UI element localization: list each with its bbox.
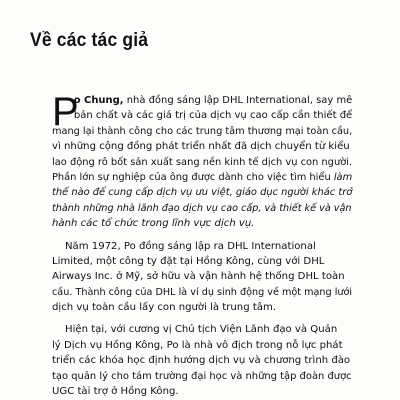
text-line: lý Dịch vụ Hồng Kông, Po là nhà vô địch trong nỗ lực phát bbox=[52, 339, 343, 351]
text-line: Airways Inc. ở Mỹ, sở hữu và vận hành hệ thống DHL toàn bbox=[52, 271, 345, 283]
text-line: vì những cộng đồng phát triển nhất đã dịch chuyển từ kiểu bbox=[52, 141, 350, 153]
text-line: lao động rô bốt sản xuất sang nền kinh tế dịch vụ con người. bbox=[52, 156, 353, 168]
text-line bbox=[52, 170, 353, 185]
text-line: Limited, một công ty đặt tại Hồng Kông, cùng với DHL bbox=[52, 255, 325, 267]
text-line: triển các khóa học định hướng dịch vụ và chương trình đào bbox=[52, 355, 351, 367]
text-line: Năm 1972, Po đồng sáng lập ra DHL International bbox=[65, 240, 316, 252]
text-line: thế nào để cung cấp dịch vụ ưu việt, giáo dục người khác trở bbox=[52, 187, 353, 199]
paragraph-3 bbox=[52, 322, 352, 399]
author-name: o Chung, bbox=[73, 95, 124, 106]
chapter-title: Về các tác giả bbox=[30, 30, 149, 51]
drop-cap: P bbox=[52, 90, 79, 134]
text-line: dịch vụ toàn cầu lấy con người là trung tâm. bbox=[52, 302, 277, 314]
paragraph-1 bbox=[52, 90, 353, 232]
text-span: nhà đồng sáng lập DHL International, say mê bbox=[123, 95, 353, 106]
text-line bbox=[52, 93, 353, 108]
paragraph-2 bbox=[52, 239, 352, 316]
text-line: tạo quản lý cho tám trường đại học và những tập đoàn được bbox=[52, 370, 352, 382]
text-line: cầu. Thành công của DHL là ví dụ sinh động về một mạng lưới bbox=[52, 286, 353, 298]
text-line: hành các tổ chức trong lĩnh vực dịch vụ. bbox=[52, 218, 255, 230]
text-line: bản chất và các giá trị của dịch vụ cao cấp cần thiết để bbox=[73, 110, 353, 122]
text-line: UGC tài trợ ở Hồng Kông. bbox=[52, 386, 179, 398]
text-line: Hiện tại, với cương vị Chủ tịch Viện Lãnh đạo và Quản bbox=[65, 324, 338, 336]
italic-span: làm bbox=[333, 171, 353, 183]
text-span: Phần lớn sự nghiệp của ông được dành cho việc tìm hiểu bbox=[52, 171, 331, 183]
body-text bbox=[52, 90, 353, 399]
text-line: mang lại thành công cho các trung tâm thương mại toàn cầu, bbox=[52, 125, 353, 137]
text-line: thành những nhà lãnh đạo dịch vụ cao cấp, và thiết kế và vận bbox=[52, 202, 352, 214]
